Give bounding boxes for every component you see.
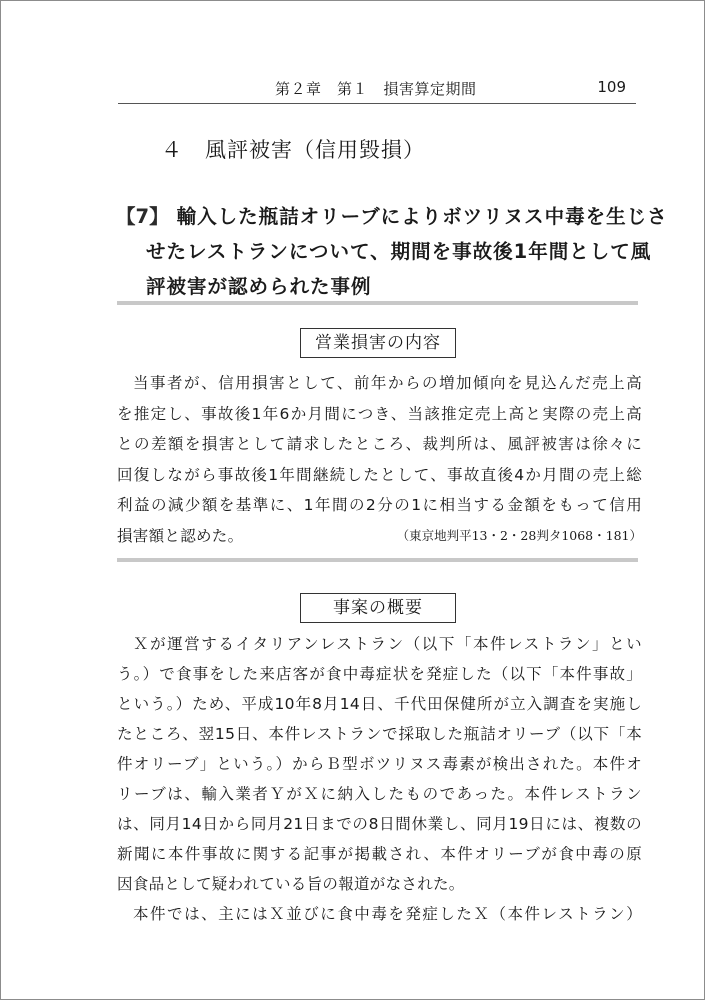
paragraph-line: Ｘが運営するイタリアンレストラン（以下「本件レストラン」とい <box>133 635 642 653</box>
case-title-line: せたレストランについて、期間を事故後1年間として風 <box>146 240 652 263</box>
paragraph-line: 利益の減少額を基準に、1年間の2分の1に相当する金額をもって信用 <box>117 496 642 514</box>
paragraph-line: 回復しながら事故後1年間継続したとして、事故直後4か月間の売上総 <box>117 465 642 484</box>
section-heading: ４ 風評被害（信用毀損） <box>161 138 425 162</box>
chapter-title: 第２章 第１ 損害算定期間 <box>275 80 477 98</box>
paragraph-line: リーブは、輸入業者ＹがＸに納入したものであった。本件レストラン <box>117 785 642 803</box>
summary-paragraph <box>117 629 642 929</box>
paragraph-line: 当事者が、信用損害として、前年からの増加傾向を見込んだ売上高 <box>133 374 642 392</box>
summary-heading-box: 事案の概要 <box>300 593 456 623</box>
paragraph-line: 新聞に本件事故に関する記事が掲載され、本件オリーブが食中毒の原 <box>117 845 642 863</box>
paragraph-line: は、同月14日から同月21日までの8日間休業し、同月19日には、複数の <box>117 815 642 833</box>
paragraph-line-text: 損害額と認めた。 <box>117 526 244 545</box>
damage-paragraph <box>117 368 642 551</box>
case-title-line <box>116 199 668 234</box>
paragraph-line: 因食品として疑われている旨の報道がなされた。 <box>117 875 465 893</box>
paragraph-line: という。）ため、平成10年8月14日、千代田保健所が立入調査を実施し <box>117 695 642 713</box>
page-number: 109 <box>597 78 626 96</box>
case-title-text: 輸入した瓶詰オリーブによりボツリヌス中毒を生じさ <box>176 205 668 228</box>
case-title-block <box>116 199 668 304</box>
divider-rule <box>117 558 638 562</box>
divider-rule <box>117 301 638 305</box>
paragraph-line: 本件では、主にはＸ並びに食中毒を発症したＸ（本件レストラン） <box>133 905 642 923</box>
paragraph-line: う。）で食事をした来店客が食中毒症状を発症した（以下「本件事故」 <box>117 665 642 683</box>
paragraph-line: たところ、翌15日、本件レストランで採取した瓶詰オリーブ（以下「本 <box>117 725 642 743</box>
paragraph-line: との差額を損害として請求したところ、裁判所は、風評被害は徐々に <box>117 435 642 453</box>
running-head <box>118 77 636 104</box>
case-number: 【7】 <box>116 205 169 228</box>
case-title-line: 評被害が認められた事例 <box>146 275 372 298</box>
paragraph-line: 件オリーブ」という。）からＢ型ボツリヌス毒素が検出された。本件オ <box>117 755 642 773</box>
damage-heading-box: 営業損害の内容 <box>300 328 456 358</box>
paragraph-line <box>117 521 642 552</box>
case-citation: （東京地判平13・2・28判タ1068・181） <box>396 527 642 543</box>
paragraph-line: を推定し、事故後1年6か月間につき、当該推定売上高と実際の売上高 <box>117 404 642 423</box>
